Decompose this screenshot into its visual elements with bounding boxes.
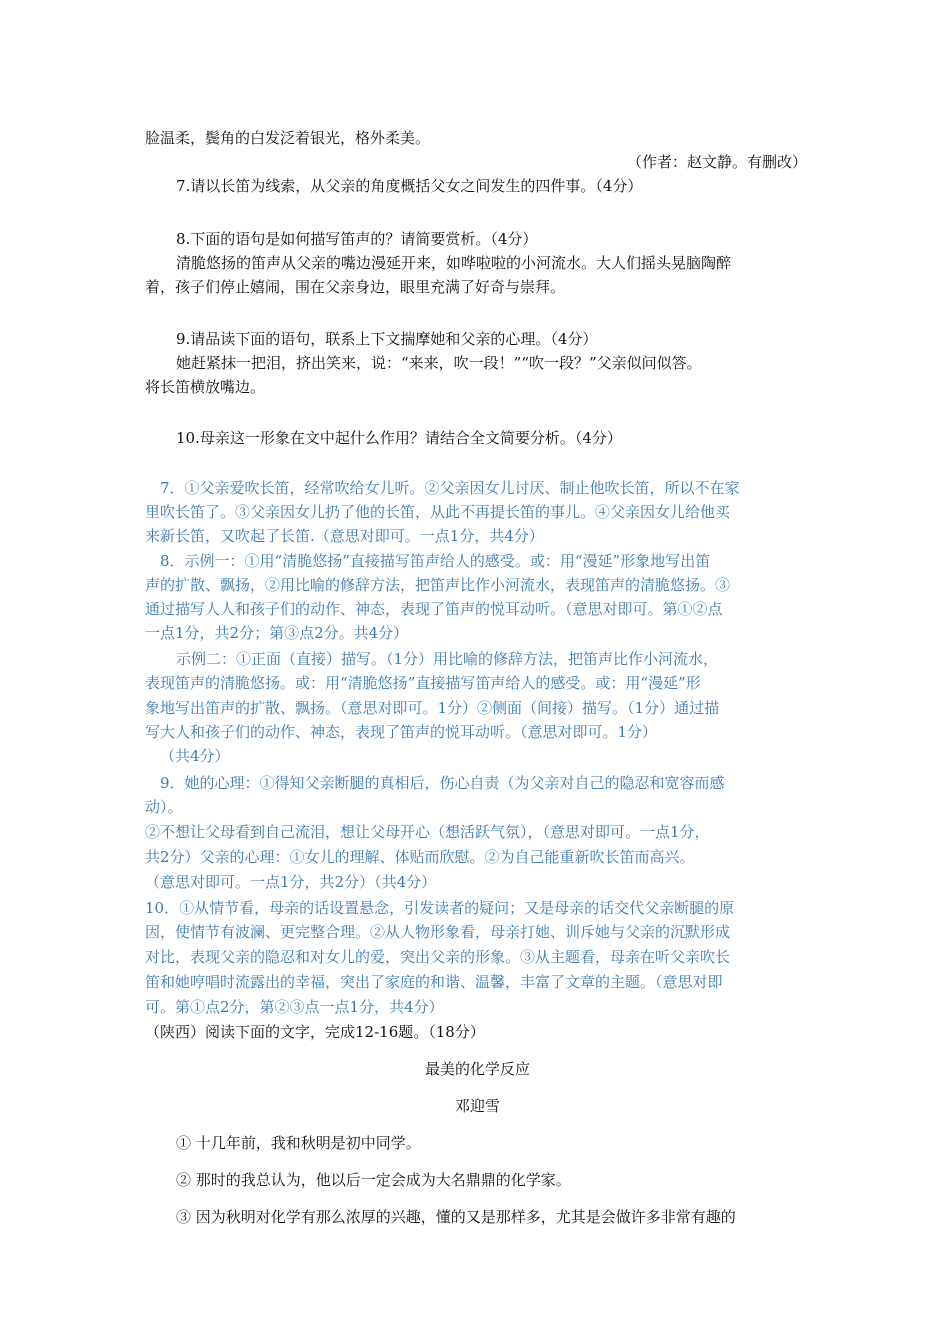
answer-7-line: 来新长笛，又吹起了长笛.（意思对即可。一点1分，共4分） — [145, 527, 544, 545]
answer-9-line: 9．她的心理：①得知父亲断腿的真相后，伤心自责（为父亲对自己的隐忍和宽容而感 — [160, 774, 725, 792]
article-title: 最美的化学反应 — [424, 1060, 530, 1078]
question-8-quote-cont: 着，孩子们停止嬉闹，围在父亲身边，眼里充满了好奇与崇拜。 — [145, 278, 566, 296]
answer-7-line: 7．①父亲爱吹长笛，经常吹给女儿听。②父亲因女儿讨厌、制止他吹长笛，所以不在家 — [160, 479, 740, 497]
answer-8-line: 8．示例一：①用“清脆悠扬”直接描写笛声给人的感受。或：用“漫延”形象地写出笛 — [160, 552, 711, 570]
answer-8-example2-line: 示例二：①正面（直接）描写。（1分）用比喻的修辞方法，把笛声比作小河流水， — [176, 650, 719, 668]
question-7: 7.请以长笛为线索，从父亲的角度概括父女之间发生的四件事。（4分） — [176, 177, 643, 195]
answer-10-line: 因，使情节有波澜、更完整合理。②从人物形象看，母亲打她、训斥她与父亲的沉默形成 — [145, 923, 731, 941]
answer-8-line: 通过描写人人和孩子们的动作、神态，表现了笛声的悦耳动听。（意思对即可。第①②点 — [145, 600, 723, 618]
question-10: 10.母亲这一形象在文中起什么作用？请结合全文简要分析。（4分） — [176, 429, 622, 447]
answer-8-total: （共4分） — [160, 747, 230, 765]
passage-source: （作者：赵文静。有删改） — [626, 153, 807, 171]
answer-8-example2-line: 象地写出笛声的扩散、飘扬。（意思对即可。1分）②侧面（间接）描写。（1分）通过描 — [145, 699, 720, 717]
question-8-quote: 清脆悠扬的笛声从父亲的嘴边漫延开来，如哗啦啦的小河流水。大人们摇头晃脑陶醉 — [176, 254, 732, 272]
answer-10-line: 可。第①点2分，第②③点一点1分，共4分） — [145, 998, 444, 1016]
answer-8-line: 一点1分，共2分；第③点2分。共4分） — [145, 624, 409, 642]
answer-10-line: 10．①从情节看，母亲的话设置悬念，引发读者的疑问；又是母亲的话交代父亲断腿的原 — [145, 899, 735, 917]
article-paragraph-1: ① 十几年前，我和秋明是初中同学。 — [176, 1134, 421, 1152]
answer-8-example2-line: 表现笛声的清脆悠扬。或：用“清脆悠扬”直接描写笛声给人的感受。或：用“漫延”形 — [145, 674, 701, 692]
answer-9-line: ②不想让父母看到自己流泪，想让父母开心（想活跃气氛），（意思对即可。一点1分， — [145, 823, 710, 841]
question-8: 8.下面的语句是如何描写笛声的？请简要赏析。（4分） — [176, 230, 538, 248]
section-intro: （陕西）阅读下面的文字，完成12-16题。（18分） — [145, 1023, 485, 1041]
article-paragraph-2: ② 那时的我总认为，他以后一定会成为大名鼎鼎的化学家。 — [176, 1171, 571, 1189]
passage-last-line: 脸温柔，鬓角的白发泛着银光，格外柔美。 — [145, 129, 431, 147]
answer-8-line: 声的扩散、飘扬，②用比喻的修辞方法，把笛声比作小河流水，表现笛声的清脆悠扬。③ — [145, 576, 731, 594]
article-author: 邓迎雪 — [454, 1097, 500, 1115]
question-9: 9.请品读下面的语句，联系上下文揣摩她和父亲的心理。（4分） — [176, 330, 598, 348]
answer-9-line: 动）。 — [145, 798, 183, 816]
question-9-quote: 她赶紧抹一把泪，挤出笑来，说：“来来，吹一段！”“吹一段？”父亲似问似答。 — [176, 354, 702, 372]
answer-9-line: （意思对即可。一点1分，共2分）（共4分） — [145, 873, 437, 891]
answer-9-line: 共2分）父亲的心理：①女儿的理解、体贴而欣慰。②为自己能重新吹长笛而高兴。 — [145, 848, 695, 866]
answer-10-line: 对比，表现父亲的隐忍和对女儿的爱，突出父亲的形象。③从主题看，母亲在听父亲吹长 — [145, 948, 731, 966]
question-9-quote-cont: 将长笛横放嘴边。 — [145, 378, 266, 396]
article-paragraph-3: ③ 因为秋明对化学有那么浓厚的兴趣，懂的又是那样多，尤其是会做许多非常有趣的 — [176, 1208, 736, 1226]
answer-8-example2-line: 写大人和孩子们的动作、神态，表现了笛声的悦耳动听。（意思对即可。1分） — [145, 723, 658, 741]
answer-7-line: 里吹长笛了。③父亲因女儿扔了他的长笛，从此不再提长笛的事儿。④父亲因女儿给他买 — [145, 503, 731, 521]
answer-10-line: 笛和她哼唱时流露出的幸福，突出了家庭的和谐、温馨，丰富了文章的主题。（意思对即 — [145, 973, 723, 991]
